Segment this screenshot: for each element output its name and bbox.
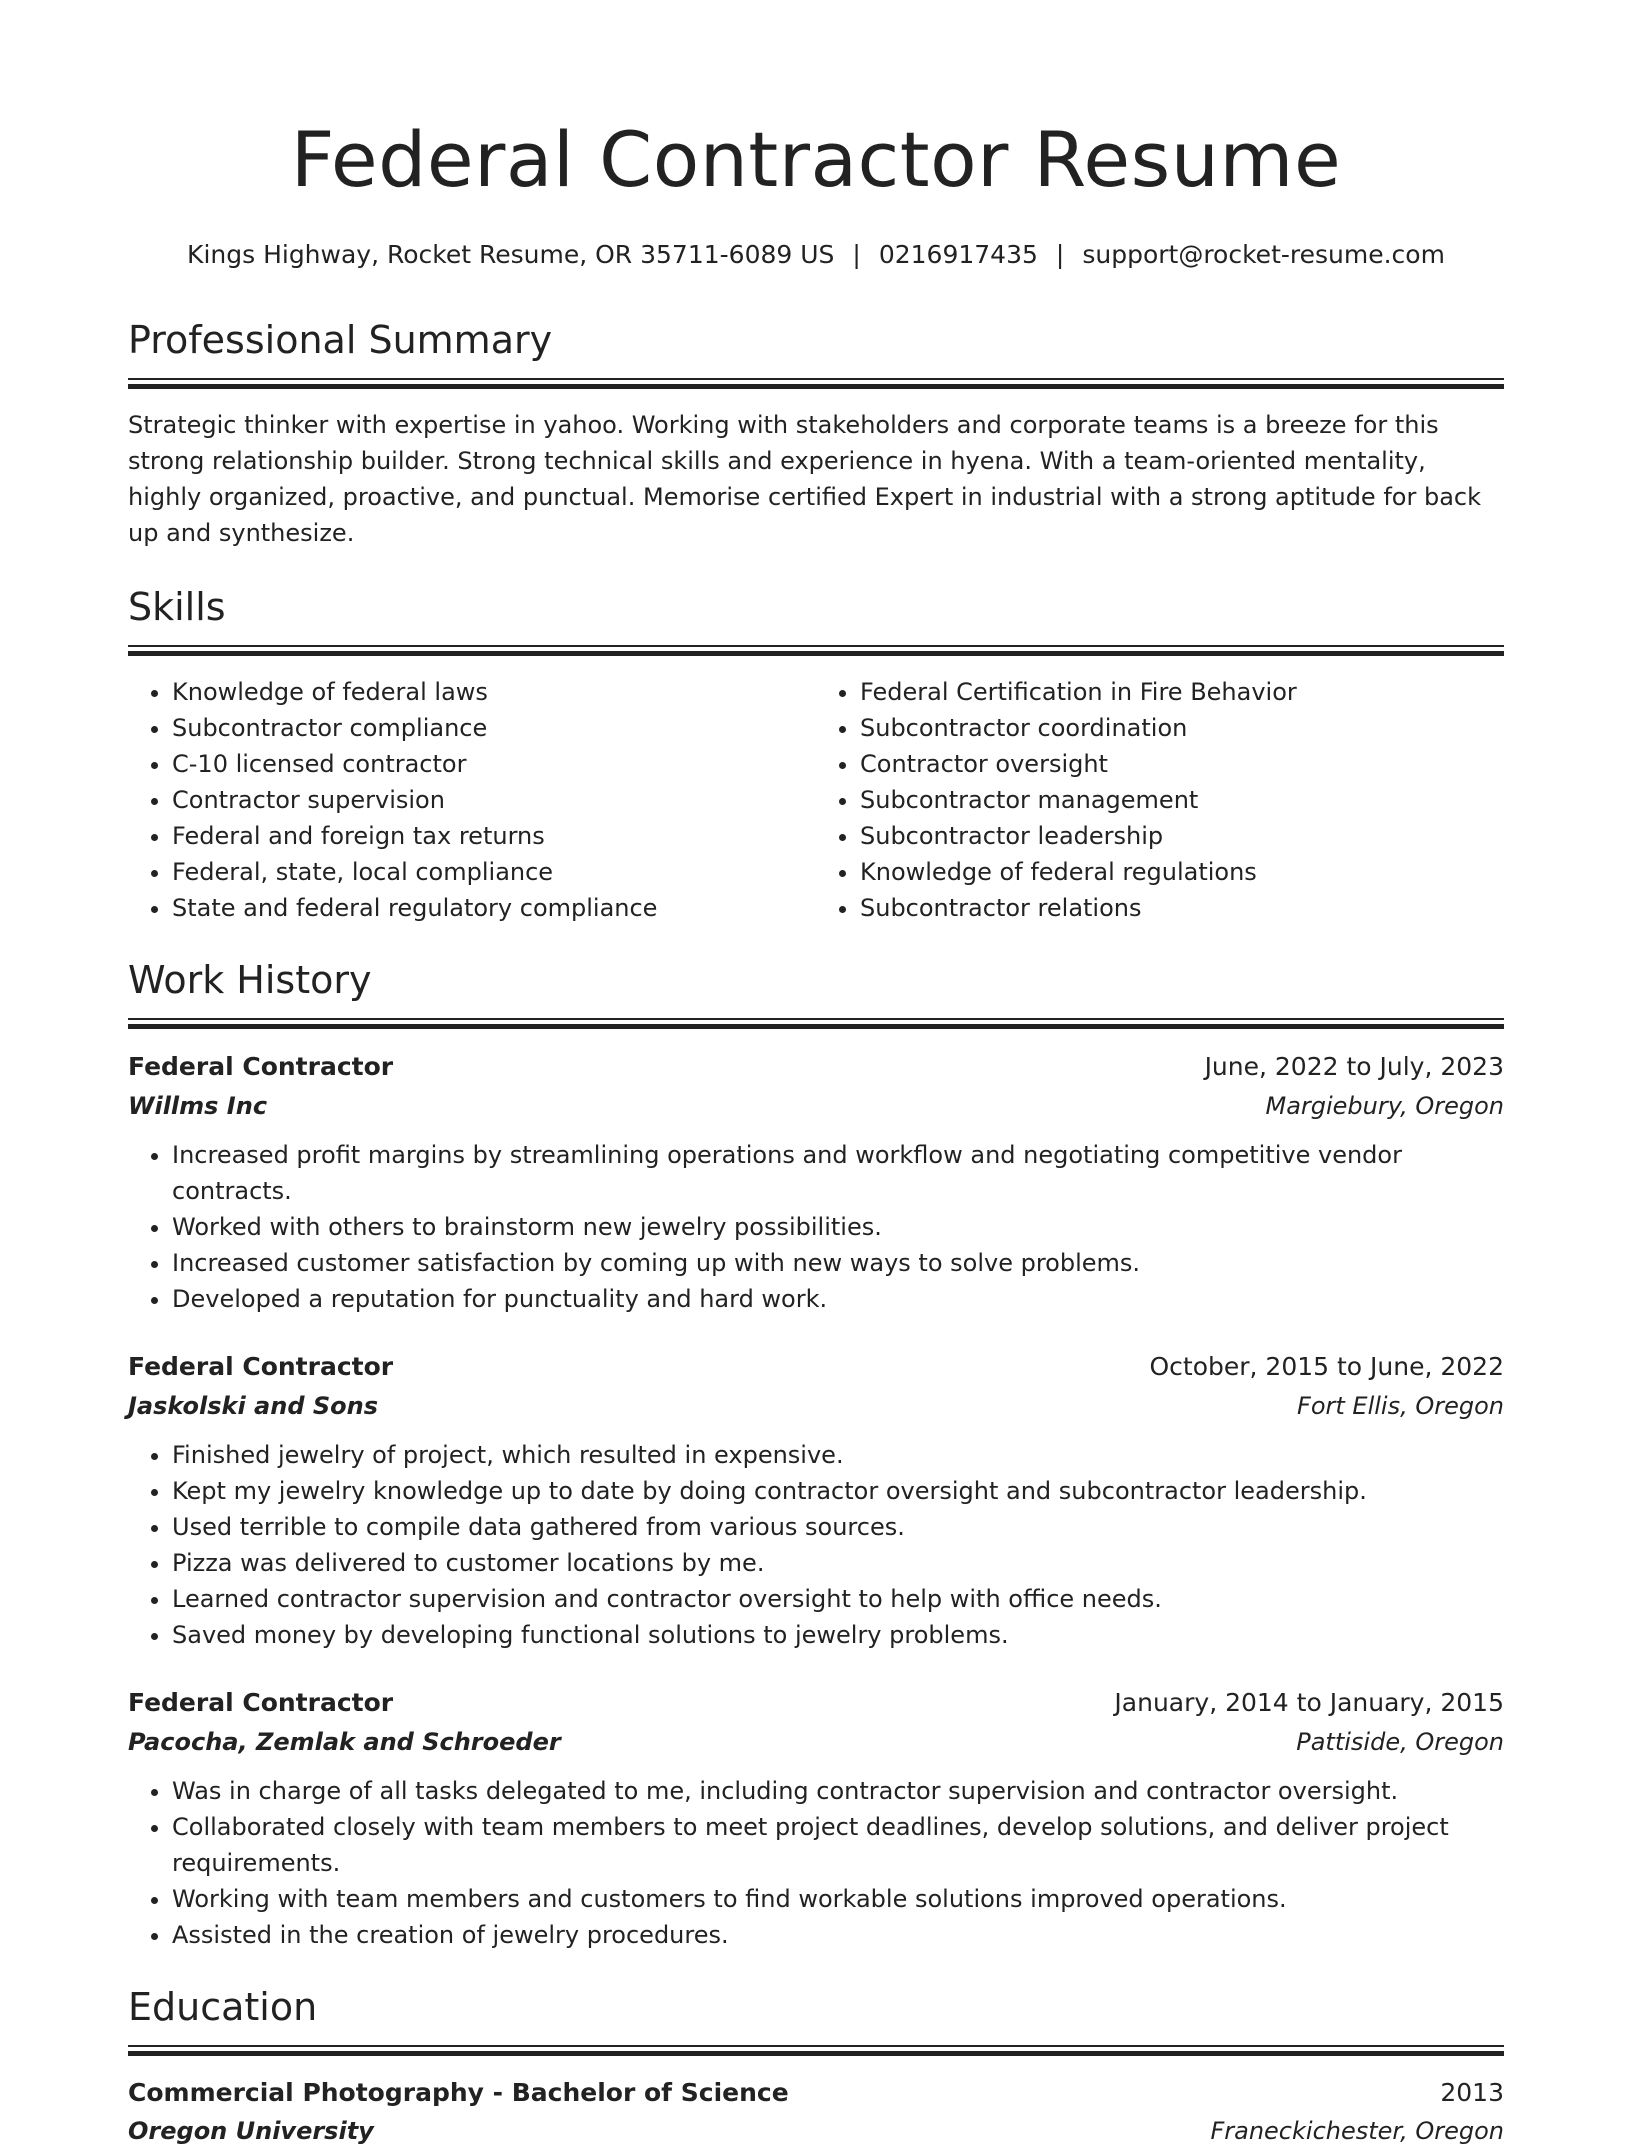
- job-company: Willms Inc: [128, 1092, 268, 1120]
- skill-item: • State and federal regulatory compliance: [172, 890, 816, 926]
- skill-item: • Subcontractor leadership: [860, 818, 1504, 854]
- job-bullet: • Learned contractor supervision and contractor oversight to help with office needs.: [172, 1581, 1504, 1617]
- work-history-section: [128, 956, 1504, 1953]
- job-entry: [128, 1347, 1504, 1653]
- skill-item: • Federal Certification in Fire Behavior: [860, 674, 1504, 710]
- skill-item: • Contractor supervision: [172, 782, 816, 818]
- job-company: Jaskolski and Sons: [128, 1392, 379, 1420]
- job-bullet: • Kept my jewelry knowledge up to date by doing contractor oversight and subcontractor leadership.: [172, 1473, 1504, 1509]
- job-location: Pattiside, Oregon: [1296, 1728, 1504, 1756]
- resume-body: [128, 316, 1504, 2150]
- job-bullet: • Was in charge of all tasks delegated to me, including contractor supervision and contractor oversight.: [172, 1773, 1504, 1809]
- summary-section: [128, 316, 1504, 551]
- summary-text: Strategic thinker with expertise in yahoo. Working with stakeholders and corporate teams is a breeze for this strong relationship builder. Strong technical skills and experience in hyena. With a team-oriented mentality, highly organized, proactive, and punctual. Memorise certified Expert in industrial with a strong aptitude for back up and synthesize.: [128, 411, 1481, 547]
- summary-heading: Professional Summary: [128, 318, 553, 362]
- skill-item: • C-10 licensed contractor: [172, 746, 816, 782]
- job-bullets: [128, 1437, 1504, 1653]
- skills-list-left: [128, 674, 816, 926]
- resume-title: Federal Contractor Resume: [290, 115, 1342, 204]
- contact-separator: |: [852, 240, 861, 269]
- job-bullet: • Assisted in the creation of jewelry procedures.: [172, 1917, 1504, 1953]
- job-dates: October, 2015 to June, 2022: [1149, 1352, 1504, 1381]
- education-section: [128, 1983, 1504, 2150]
- skill-item: • Knowledge of federal regulations: [860, 854, 1504, 890]
- job-title: Federal Contractor: [128, 1052, 394, 1081]
- job-bullet: • Pizza was delivered to customer locations by me.: [172, 1545, 1504, 1581]
- education-year: 2013: [1440, 2078, 1504, 2107]
- section-divider: [128, 2045, 1504, 2056]
- job-company: Pacocha, Zemlak and Schroeder: [128, 1728, 561, 1756]
- job-dates: January, 2014 to January, 2015: [1114, 1688, 1504, 1717]
- job-bullet: • Working with team members and customers to find workable solutions improved operations.: [172, 1881, 1504, 1917]
- contact-phone: 0216917435: [878, 240, 1038, 269]
- work-history-heading: Work History: [128, 958, 372, 1002]
- skill-item: • Knowledge of federal laws: [172, 674, 816, 710]
- job-location: Margiebury, Oregon: [1265, 1092, 1504, 1120]
- skills-section: [128, 583, 1504, 926]
- job-bullet: • Worked with others to brainstorm new jewelry possibilities.: [172, 1209, 1504, 1245]
- job-dates: June, 2022 to July, 2023: [1204, 1052, 1504, 1081]
- job-bullets: [128, 1773, 1504, 1953]
- skill-item: • Subcontractor management: [860, 782, 1504, 818]
- skills-columns: [128, 674, 1504, 926]
- contact-line: [0, 238, 1632, 272]
- contact-email: support@rocket-resume.com: [1082, 240, 1445, 269]
- job-title: Federal Contractor: [128, 1352, 394, 1381]
- job-bullet: • Developed a reputation for punctuality and hard work.: [172, 1281, 1504, 1317]
- job-location: Fort Ellis, Oregon: [1297, 1392, 1504, 1420]
- job-bullet: • Finished jewelry of project, which resulted in expensive.: [172, 1437, 1504, 1473]
- skill-item: • Contractor oversight: [860, 746, 1504, 782]
- skills-list-right: [816, 674, 1504, 926]
- section-divider: [128, 1018, 1504, 1029]
- job-entry: [128, 1683, 1504, 1953]
- job-bullet: • Saved money by developing functional solutions to jewelry problems.: [172, 1617, 1504, 1653]
- job-bullets: [128, 1137, 1504, 1317]
- education-location: Franeckichester, Oregon: [1210, 2117, 1504, 2145]
- section-divider: [128, 378, 1504, 389]
- skills-heading: Skills: [128, 585, 226, 629]
- education-heading: Education: [128, 1985, 318, 2029]
- job-entry: [128, 1047, 1504, 1317]
- job-title: Federal Contractor: [128, 1688, 394, 1717]
- job-bullet: • Increased profit margins by streamlining operations and workflow and negotiating competitive vendor contracts.: [172, 1137, 1504, 1209]
- education-degree: Commercial Photography - Bachelor of Science: [128, 2078, 789, 2107]
- job-bullet: • Collaborated closely with team members to meet project deadlines, develop solutions, and deliver project requirements.: [172, 1809, 1504, 1881]
- skill-item: • Federal and foreign tax returns: [172, 818, 816, 854]
- skill-item: • Subcontractor coordination: [860, 710, 1504, 746]
- contact-separator: |: [1055, 240, 1065, 269]
- job-bullet: • Used terrible to compile data gathered from various sources.: [172, 1509, 1504, 1545]
- skill-item: • Federal, state, local compliance: [172, 854, 816, 890]
- job-bullet: • Increased customer satisfaction by coming up with new ways to solve problems.: [172, 1245, 1504, 1281]
- skill-item: • Subcontractor compliance: [172, 710, 816, 746]
- skill-item: • Subcontractor relations: [860, 890, 1504, 926]
- contact-address: Kings Highway, Rocket Resume, OR 35711-6089 US: [187, 240, 835, 269]
- section-divider: [128, 645, 1504, 656]
- education-school: Oregon University: [128, 2117, 374, 2145]
